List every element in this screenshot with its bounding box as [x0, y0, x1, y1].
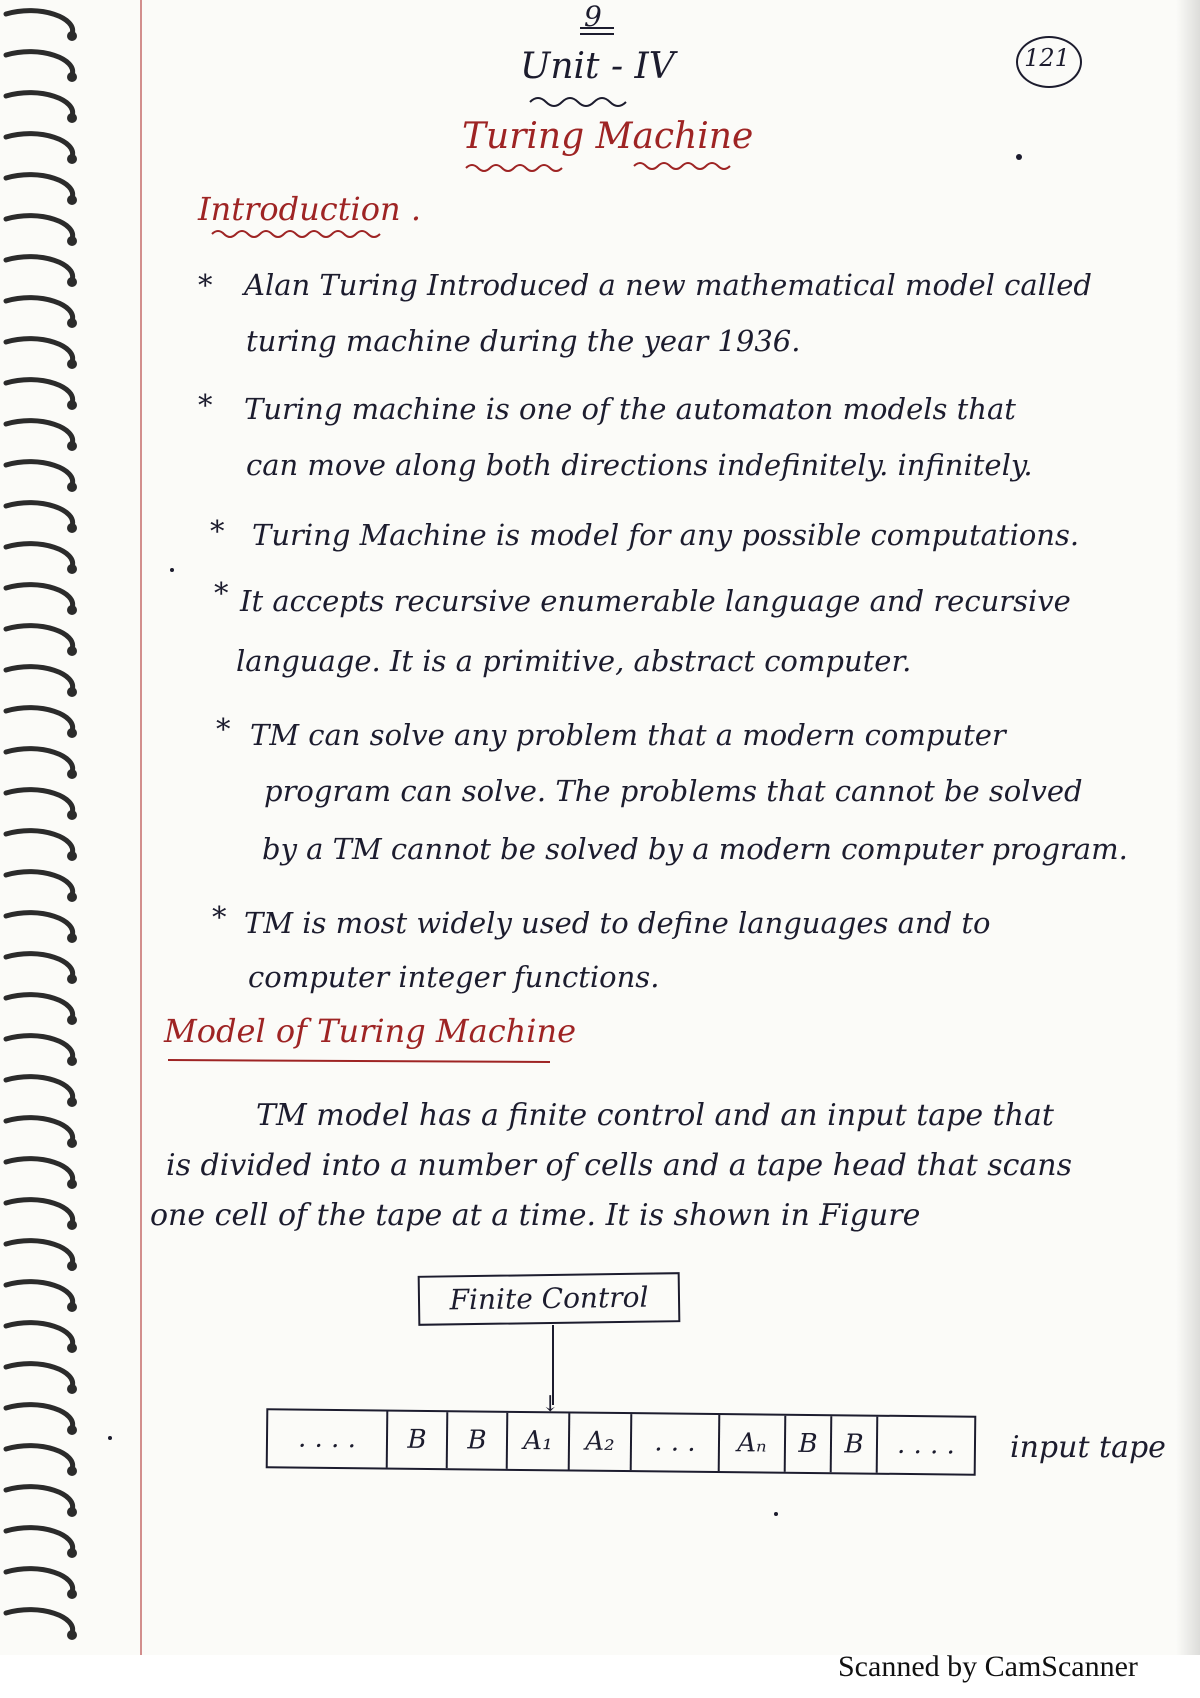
spiral-hole: [67, 277, 77, 287]
spiral-hole: [67, 1425, 77, 1435]
spiral-hole: [67, 1015, 77, 1025]
spiral-ring: [6, 257, 73, 280]
spiral-hole: [67, 851, 77, 861]
bullet-6-line-2: computer integer functions.: [248, 960, 660, 994]
spiral-hole: [67, 769, 77, 779]
spiral-ring: [6, 1323, 73, 1346]
bullet-3-line-1: Turing Machine is model for any possible computations.: [252, 518, 1080, 552]
input-tape: [266, 1408, 977, 1475]
spiral-ring: [6, 1241, 73, 1264]
tape-cell: B: [786, 1416, 833, 1472]
spiral-ring: [6, 1610, 73, 1633]
model-paragraph-line-1: TM model has a finite control and an input tape that: [256, 1098, 1054, 1133]
bullet-6-line-1: TM is most widely used to define languages and to: [244, 906, 991, 940]
spiral-hole: [67, 72, 77, 82]
spiral-hole: [67, 564, 77, 574]
spiral-ring: [6, 339, 73, 362]
spiral-hole: [67, 523, 77, 533]
spiral-ring: [6, 954, 73, 977]
ink-dot: [108, 1436, 112, 1440]
bullet-2-line-1: Turing machine is one of the automaton models that: [244, 392, 1016, 426]
tape-cell: A₁: [508, 1413, 571, 1470]
spiral-hole: [67, 1138, 77, 1148]
tape-cell: . . .: [632, 1414, 721, 1471]
spiral-ring: [6, 1118, 73, 1141]
spiral-hole: [67, 1261, 77, 1271]
spiral-hole: [67, 1056, 77, 1066]
spiral-ring: [6, 1528, 73, 1551]
bullet-2-line-2: can move along both directions indefinitely. infinitely.: [246, 448, 1033, 482]
spiral-ring: [6, 1077, 73, 1100]
bullet-5-line-2: program can solve. The problems that cannot be solved: [264, 774, 1083, 808]
spiral-ring: [6, 1200, 73, 1223]
spiral-hole: [67, 1220, 77, 1230]
margin-line: [140, 0, 142, 1660]
spiral-hole: [67, 1589, 77, 1599]
finite-control-label: Finite Control: [449, 1280, 649, 1317]
finite-control-box: [418, 1272, 681, 1326]
spiral-hole: [67, 892, 77, 902]
spiral-ring: [6, 503, 73, 526]
spiral-ring: [6, 1159, 73, 1182]
spiral-ring: [6, 708, 73, 731]
spiral-hole: [67, 1507, 77, 1517]
spiral-ring: [6, 462, 73, 485]
spiral-hole: [67, 646, 77, 656]
spiral-hole: [67, 974, 77, 984]
spiral-hole: [67, 687, 77, 697]
spiral-ring: [6, 216, 73, 239]
model-heading: Model of Turing Machine: [164, 1012, 577, 1050]
bullet-mark: *: [198, 268, 213, 302]
spiral-ring: [6, 626, 73, 649]
spiral-hole: [67, 1097, 77, 1107]
spiral-hole: [67, 1466, 77, 1476]
model-paragraph-line-2: is divided into a number of cells and a tape head that scans: [166, 1148, 1073, 1183]
bullet-1-line-1: Alan Turing Introduced a new mathematical model called: [244, 268, 1092, 302]
ink-dot: [774, 1512, 778, 1516]
spiral-ring: [6, 667, 73, 690]
spiral-hole: [67, 154, 77, 164]
spiral-ring: [6, 93, 73, 116]
spiral-hole: [67, 359, 77, 369]
spiral-ring: [6, 1364, 73, 1387]
spiral-hole: [67, 482, 77, 492]
spiral-hole: [67, 933, 77, 943]
top-mark-underline: [578, 24, 618, 38]
spiral-ring: [6, 872, 73, 895]
introduction-underline: [210, 228, 390, 240]
ink-dot: [1016, 154, 1022, 160]
spiral-ring: [6, 1405, 73, 1428]
input-tape-label: input tape: [1010, 1430, 1166, 1465]
spiral-binding: [0, 0, 110, 1660]
scanner-watermark: Scanned by CamScanner: [838, 1650, 1138, 1683]
spiral-ring: [6, 790, 73, 813]
spiral-ring: [6, 1036, 73, 1059]
spiral-hole: [67, 441, 77, 451]
spiral-hole: [67, 400, 77, 410]
spiral-ring: [6, 585, 73, 608]
tape-cell: Aₙ: [720, 1415, 787, 1472]
spiral-ring: [6, 134, 73, 157]
spiral-ring: [6, 749, 73, 772]
spiral-hole: [67, 1302, 77, 1312]
spiral-hole: [67, 195, 77, 205]
bullet-mark: *: [198, 388, 213, 422]
bullet-1-line-2: turing machine during the year 1936.: [246, 324, 801, 358]
spiral-hole: [67, 31, 77, 41]
page-edge-shadow: [1176, 0, 1200, 1660]
spiral-hole: [67, 318, 77, 328]
spiral-ring: [6, 831, 73, 854]
spiral-ring: [6, 380, 73, 403]
spiral-hole: [67, 1630, 77, 1640]
spiral-ring: [6, 913, 73, 936]
unit-heading: Unit - IV: [520, 46, 675, 87]
bullet-5-line-1: TM can solve any problem that a modern computer: [250, 718, 1006, 752]
spiral-hole: [67, 1179, 77, 1189]
bullet-mark: *: [212, 900, 227, 934]
top-mark: 9: [584, 0, 602, 33]
tape-cell: A₂: [570, 1413, 633, 1470]
bullet-mark: *: [214, 576, 229, 610]
spiral-ring: [6, 298, 73, 321]
spiral-hole: [67, 1384, 77, 1394]
tape-head-arrowhead: ↓: [541, 1392, 560, 1417]
spiral-ring: [6, 1569, 73, 1592]
tape-cell: . . . .: [896, 1429, 956, 1461]
model-paragraph-line-3: one cell of the tape at a time. It is shown in Figure: [150, 1198, 921, 1233]
tape-cell: B: [448, 1412, 509, 1469]
spiral-ring: [6, 544, 73, 567]
bullet-4-line-1: It accepts recursive enumerable language and recursive: [240, 584, 1071, 618]
spiral-ring: [6, 52, 73, 75]
unit-underline: [528, 94, 638, 108]
spiral-ring: [6, 175, 73, 198]
spiral-hole: [67, 605, 77, 615]
tape-cell: . . . .: [268, 1410, 389, 1467]
bullet-mark: *: [216, 712, 231, 746]
bullet-4-line-2: language. It is a primitive, abstract computer.: [236, 644, 912, 678]
spiral-ring: [6, 11, 73, 34]
page-number: 121: [1024, 44, 1070, 72]
title-underline: [464, 160, 734, 174]
spiral-hole: [67, 236, 77, 246]
ink-dot: [170, 568, 174, 572]
spiral-ring: [6, 421, 73, 444]
spiral-hole: [67, 1548, 77, 1558]
introduction-heading: Introduction .: [198, 190, 421, 228]
spiral-hole: [67, 1343, 77, 1353]
spiral-ring: [6, 995, 73, 1018]
spiral-hole: [67, 113, 77, 123]
spiral-hole: [67, 728, 77, 738]
spiral-hole: [67, 810, 77, 820]
bullet-5-line-3: by a TM cannot be solved by a modern computer program.: [262, 832, 1128, 866]
tape-cell: B: [832, 1416, 879, 1472]
bullet-mark: *: [210, 514, 225, 548]
spiral-ring: [6, 1487, 73, 1510]
page-title: Turing Machine: [462, 116, 754, 157]
tape-cell: B: [388, 1412, 449, 1469]
spiral-ring: [6, 1282, 73, 1305]
model-heading-underline: [166, 1056, 556, 1066]
spiral-ring: [6, 1446, 73, 1469]
